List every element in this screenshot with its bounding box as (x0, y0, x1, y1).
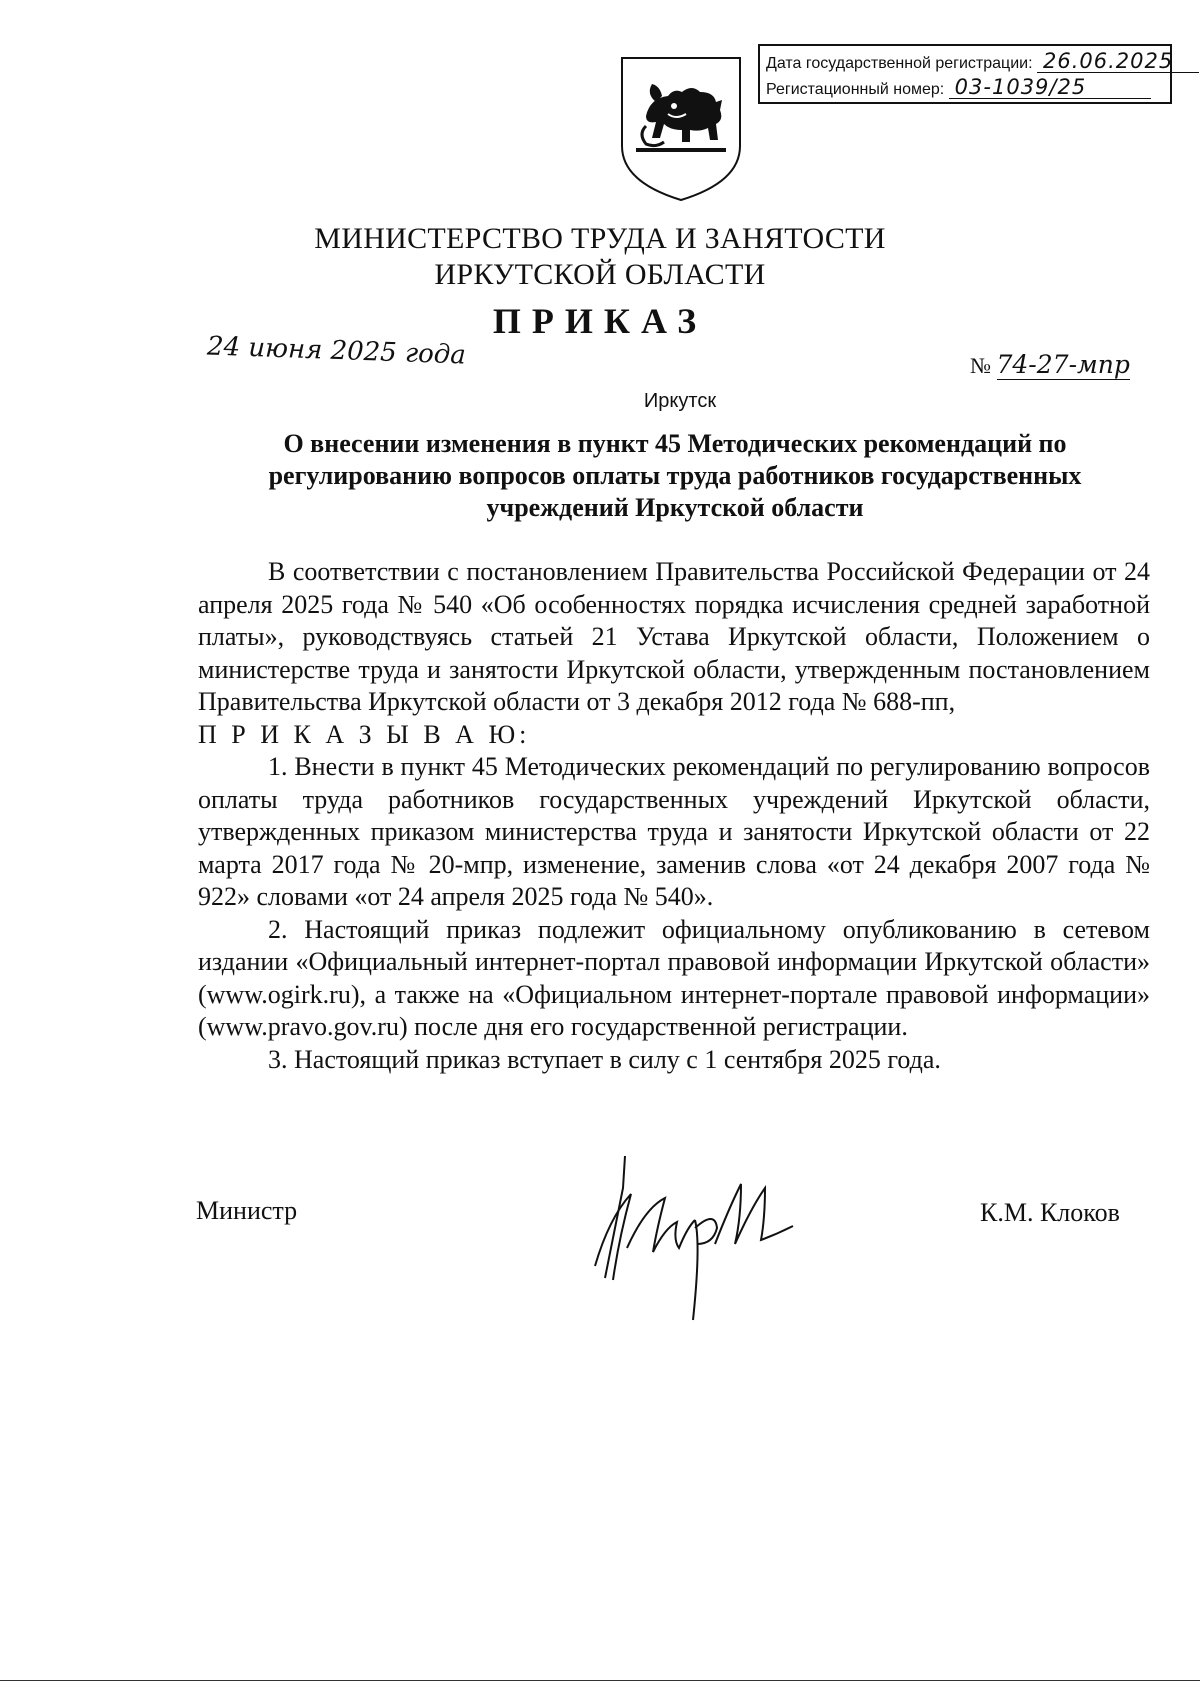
ministry-name-line2: ИРКУТСКОЙ ОБЛАСТИ (434, 258, 766, 291)
document-body (198, 556, 1150, 1076)
registration-date-value: 26.06.2025 (1037, 50, 1199, 73)
order-date: 24 июня 2025 года (206, 331, 467, 371)
signatory-role: Министр (196, 1196, 298, 1225)
registration-number-row (766, 76, 1164, 102)
registration-number-label: Регистационный номер: (766, 81, 945, 98)
page-bottom-divider (0, 1680, 1200, 1681)
irkutsk-coat-of-arms-icon (616, 54, 746, 204)
order-directive: П Р И К А З Ы В А Ю: (198, 719, 531, 749)
order-item-2: 2. Настоящий приказ подлежит официальному опубликованию в сетевом издании «Официальный интернет-портал правовой информации Иркутской области» (www.ogirk.ru), а также на «Официальном интернет-портале правовой информации» (www.pravo.gov.ru) после дня его государственной регистрации. (198, 914, 1150, 1041)
preamble-paragraph: В соответствии с постановлением Правительства Российской Федерации от 24 апреля 2025 года № 540 «Об особенностях порядка исчисления средней заработной платы», руководствуясь статьей 21 Устава Иркутской области, Положением о министерстве труда и занятости Иркутской области, утвержденным постановлением Правительства Иркутской области от 3 декабря 2012 года № 688-пп, (198, 557, 1150, 716)
handwritten-signature-icon (565, 1148, 825, 1328)
order-number-value: 74-27-мпр (996, 350, 1130, 379)
ministry-name-line1: МИНИСТЕРСТВО ТРУДА И ЗАНЯТОСТИ (314, 222, 886, 255)
registration-number-value: 03-1039/25 (949, 76, 1151, 99)
registration-date-label: Дата государственной регистрации: (766, 55, 1033, 72)
registration-date-row (766, 49, 1174, 76)
signatory-name: К.М. Клоков (980, 1198, 1120, 1227)
order-item-3: 3. Настоящий приказ вступает в силу с 1 сентября 2025 года. (268, 1044, 941, 1074)
number-sign: № (970, 353, 991, 378)
order-item-1: 1. Внести в пункт 45 Методических рекомендаций по регулированию вопросов оплаты труда работников государственных учреждений Иркутской области, утвержденных приказом министерства труда и занятости Иркутской области от 22 марта 2017 года № 20-мпр, изменение, заменив слова «от 24 декабря 2007 года № 922» словами «от 24 апреля 2025 года № 540». (198, 752, 1150, 911)
city-name: Иркутск (643, 390, 717, 412)
registration-stamp (758, 44, 1172, 104)
document-title: О внесении изменения в пункт 45 Методических рекомендаций по регулированию вопросов оплаты труда работников государственных учреждений Иркутской области (268, 429, 1082, 522)
order-number (970, 350, 1130, 379)
document-type: ПРИКАЗ (492, 301, 708, 341)
